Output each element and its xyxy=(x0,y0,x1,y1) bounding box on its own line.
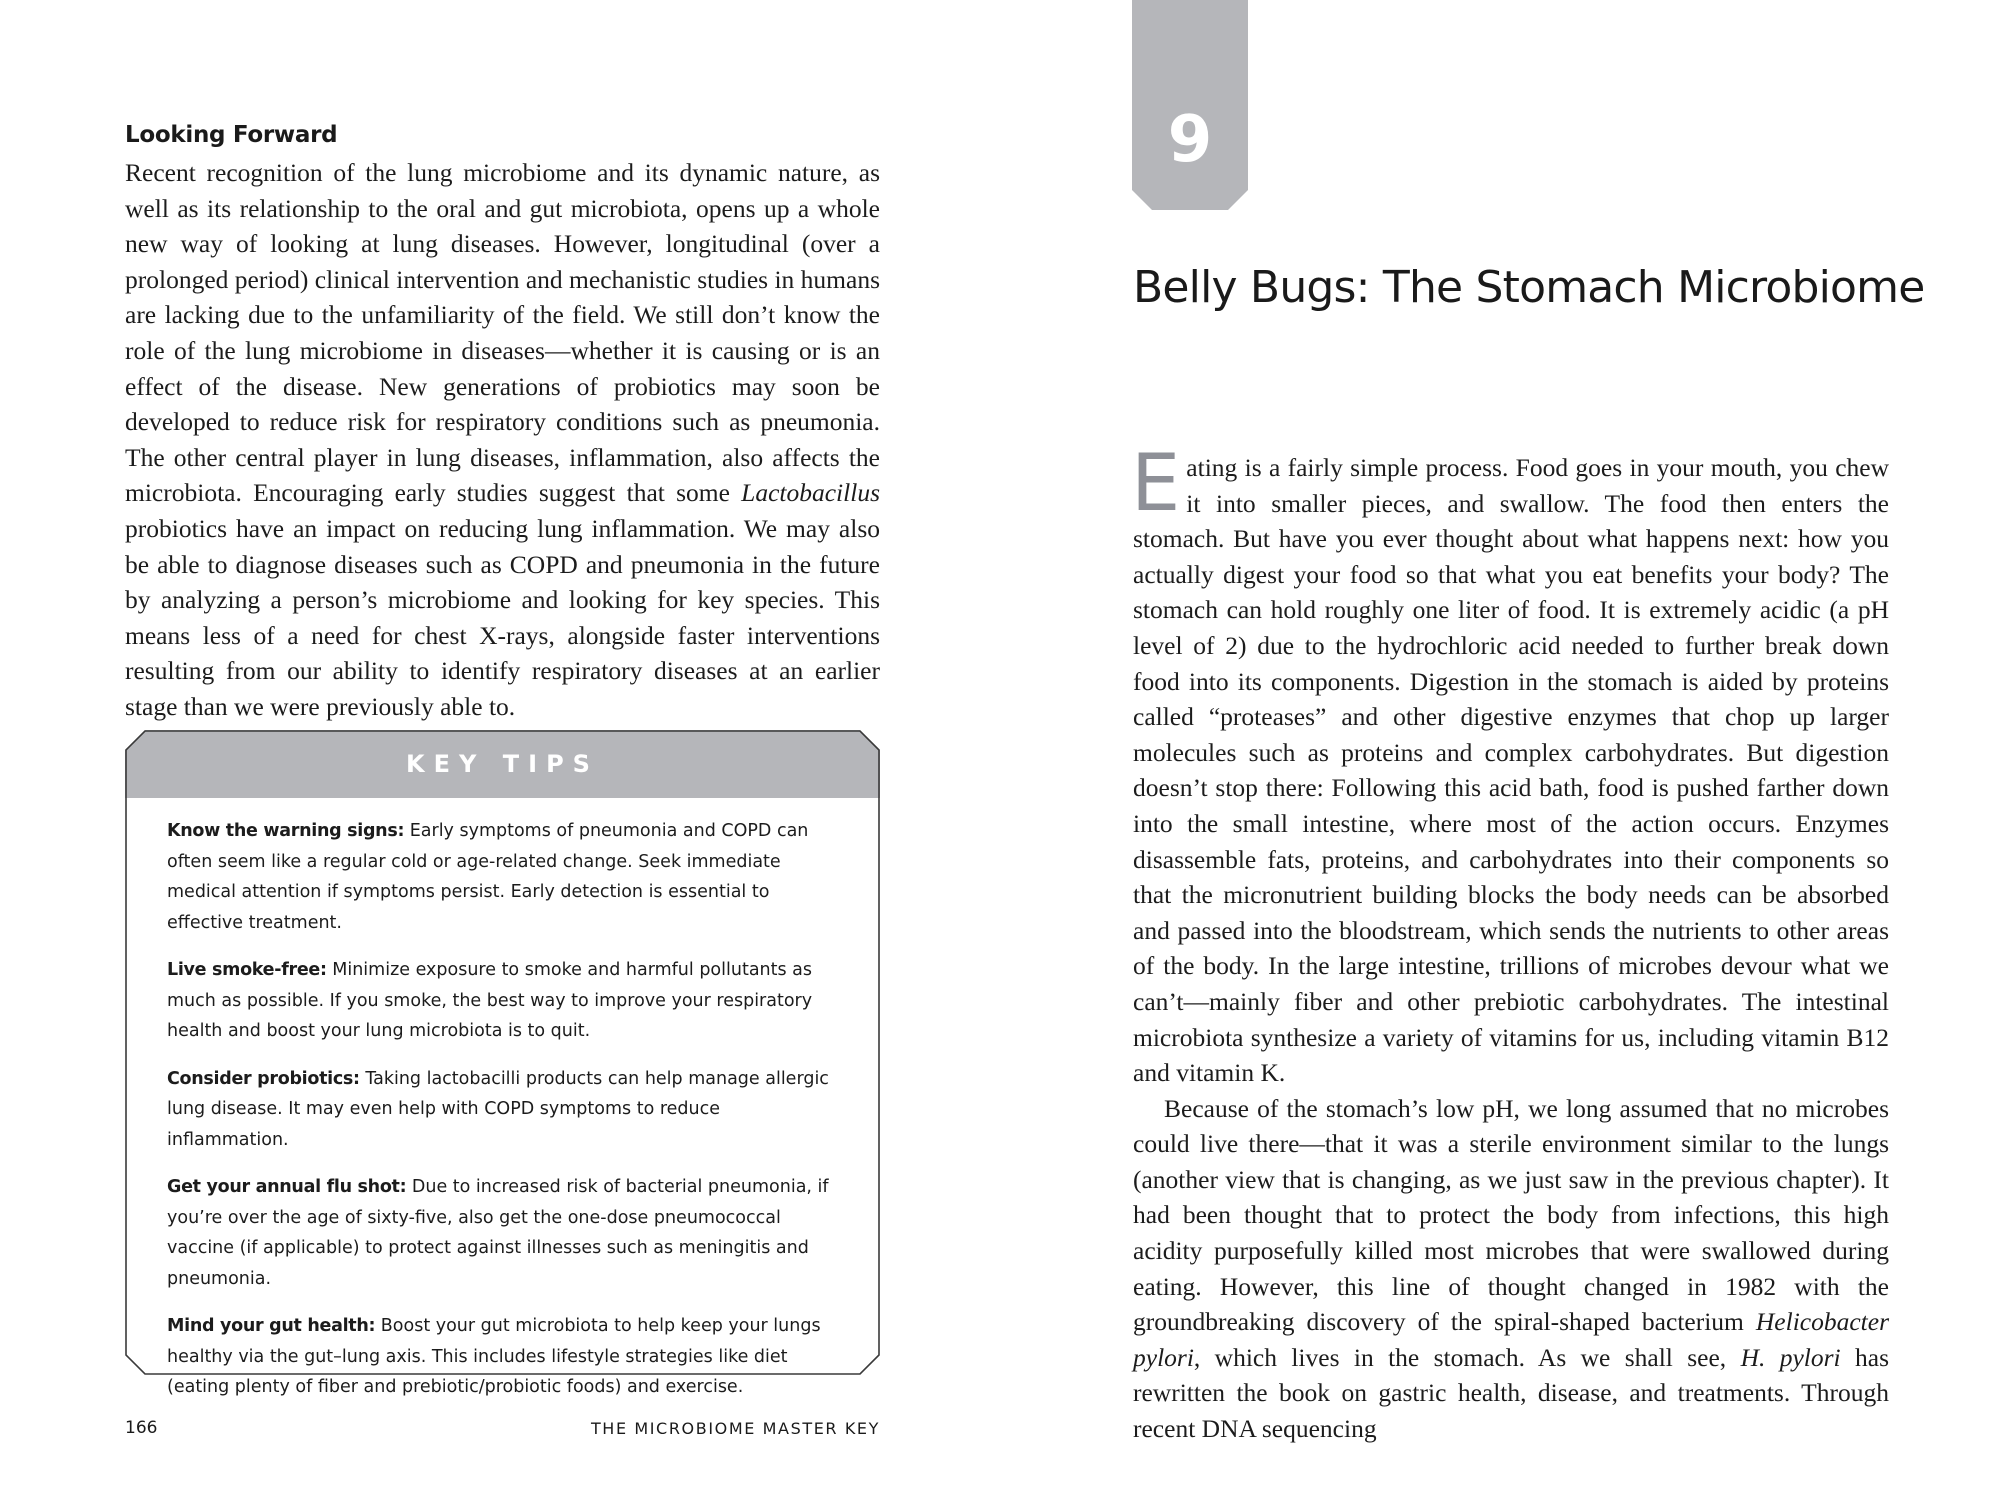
tip-item xyxy=(167,1172,847,1294)
key-tips-title: KEY TIPS xyxy=(406,750,599,778)
body-paragraph xyxy=(1133,1091,1889,1447)
page-number: 166 xyxy=(125,1418,158,1438)
key-tips-list xyxy=(167,816,847,1420)
running-head: THE MICROBIOME MASTER KEY xyxy=(590,1419,880,1438)
italic-term: Lactobacillus xyxy=(741,478,880,508)
body-text: probiotics have an impact on reducing lung inflammation. We may also be able to diagnose diseases such as COPD and pneumonia in the future by analyzing a person’s microbiome and looking for key species. This means less of a need for chest X-rays, alongside faster interventions resulting from our ability to identify respiratory diseases at an earlier stage than we were previously able to. xyxy=(125,513,880,721)
tip-heading: Consider probiotics: xyxy=(167,1068,360,1089)
section-heading: Looking Forward xyxy=(125,122,338,148)
tip-item xyxy=(167,955,847,1047)
tip-text: Early symptoms of pneumonia and COPD can often seem like a regular cold or age-related change. Seek immediate medical attention if symptoms persist. Early detection is essential to effective treatment. xyxy=(167,821,809,933)
tip-text: Minimize exposure to smoke and harmful pollutants as much as possible. If you smoke, the best way to improve your respiratory health and boost your lung microbiota is to quit. xyxy=(167,960,813,1041)
chapter-title: Belly Bugs: The Stomach Microbiome xyxy=(1133,262,1925,313)
tip-heading: Get your annual flu shot: xyxy=(167,1177,407,1197)
tip-heading: Know the warning signs: xyxy=(167,821,405,841)
right-page xyxy=(1000,0,2000,1500)
body-text: Recent recognition of the lung microbiome and its dynamic nature, as well as its relationship to the oral and gut microbiota, opens up a whole new way of looking at lung diseases. However, longitudinal (over a prolonged period) clinical intervention and mechanistic studies in humans are lacking due to the unfamiliarity of the field. We still don’t know the role of the lung microbiome in diseases—whether it is causing or is an effect of the disease. New generations of probiotics may soon be developed to reduce risk for respiratory conditions such as pneumonia. The other central player in lung diseases, inflammation, also affects the microbiota. Encouraging early studies suggest that some xyxy=(125,158,880,508)
tip-item xyxy=(167,1064,847,1156)
body-text: ating is a fairly simple process. Food goes in your mouth, you chew it into smaller pieces, and swallow. The food then enters the stomach. But have you ever thought about what happens next: how you actually digest your food so that what you eat benefits your body? The stomach can hold roughly one liter of food. It is extremely acidic (a pH level of 2) due to the hydrochloric acid needed to further break down food into its components. Digestion in the stomach is aided by proteins called “proteases” and other digestive enzymes that chop up larger molecules such as proteins and complex carbohydrates. But digestion doesn’t stop there: Following this acid bath, food is pushed farther down into the small intestine, where most of the action occurs. Enzymes disassemble fats, proteins, and carbohydrates into their components so that the micronutrient building blocks the body needs can be absorbed and passed into the bloodstream, which sends the nutrients to other areas of the body. In the large intestine, trillions of microbes devour what we can’t—mainly fiber and other prebiotic carbohydrates. The intestinal microbiota synthesize a variety of vitamins for us, including vitamin B12 and vitamin K. xyxy=(1133,453,1889,1088)
tip-text: Due to increased risk of bacterial pneumonia, if you’re over the age of sixty-five, also get the one-dose pneumococcal vaccine (if applicable) to protect against illnesses such as meningitis and pneumonia. xyxy=(167,1177,829,1289)
italic-term: H. pylori xyxy=(1740,1342,1841,1372)
body-text: Because of the stomach’s low pH, we long assumed that no microbes could live there—that it was a sterile environment similar to the lungs (another view that is changing, as we just saw in the previous chapter). It had been thought that to protect the body from infections, this high acidity purposefully killed most microbes that were swallowed during eating. However, this line of thought changed in 1982 with the groundbreaking discovery of the spiral-shaped bacterium xyxy=(1133,1093,1889,1337)
body-paragraph xyxy=(1131,439,1889,1091)
italic-term: Helicobacter pylori xyxy=(1133,1307,1889,1372)
tip-heading: Live smoke-free: xyxy=(167,960,327,980)
chapter-body xyxy=(1131,439,1889,1447)
body-paragraph xyxy=(125,155,880,725)
drop-cap: E xyxy=(1131,439,1181,529)
tip-item xyxy=(167,1311,847,1403)
body-text: has rewritten the book on gastric health, disease, and treatments. Through recent DNA sequencing xyxy=(1133,1342,1889,1444)
tip-text: Boost your gut microbiota to help keep your lungs healthy via the gut–lung axis. This includes lifestyle strategies like diet (eating plenty of fiber and prebiotic/probiotic foods) and exercise. xyxy=(167,1316,821,1397)
chapter-number: 9 xyxy=(1167,103,1213,177)
key-tips-box xyxy=(125,730,880,1397)
body-text: , which lives in the stomach. As we shall see, xyxy=(1193,1342,1741,1372)
tip-item xyxy=(167,816,847,938)
tip-text: Taking lactobacilli products can help manage allergic lung disease. It may even help with COPD symptoms to reduce inflammation. xyxy=(167,1068,829,1150)
tip-heading: Mind your gut health: xyxy=(167,1316,376,1336)
